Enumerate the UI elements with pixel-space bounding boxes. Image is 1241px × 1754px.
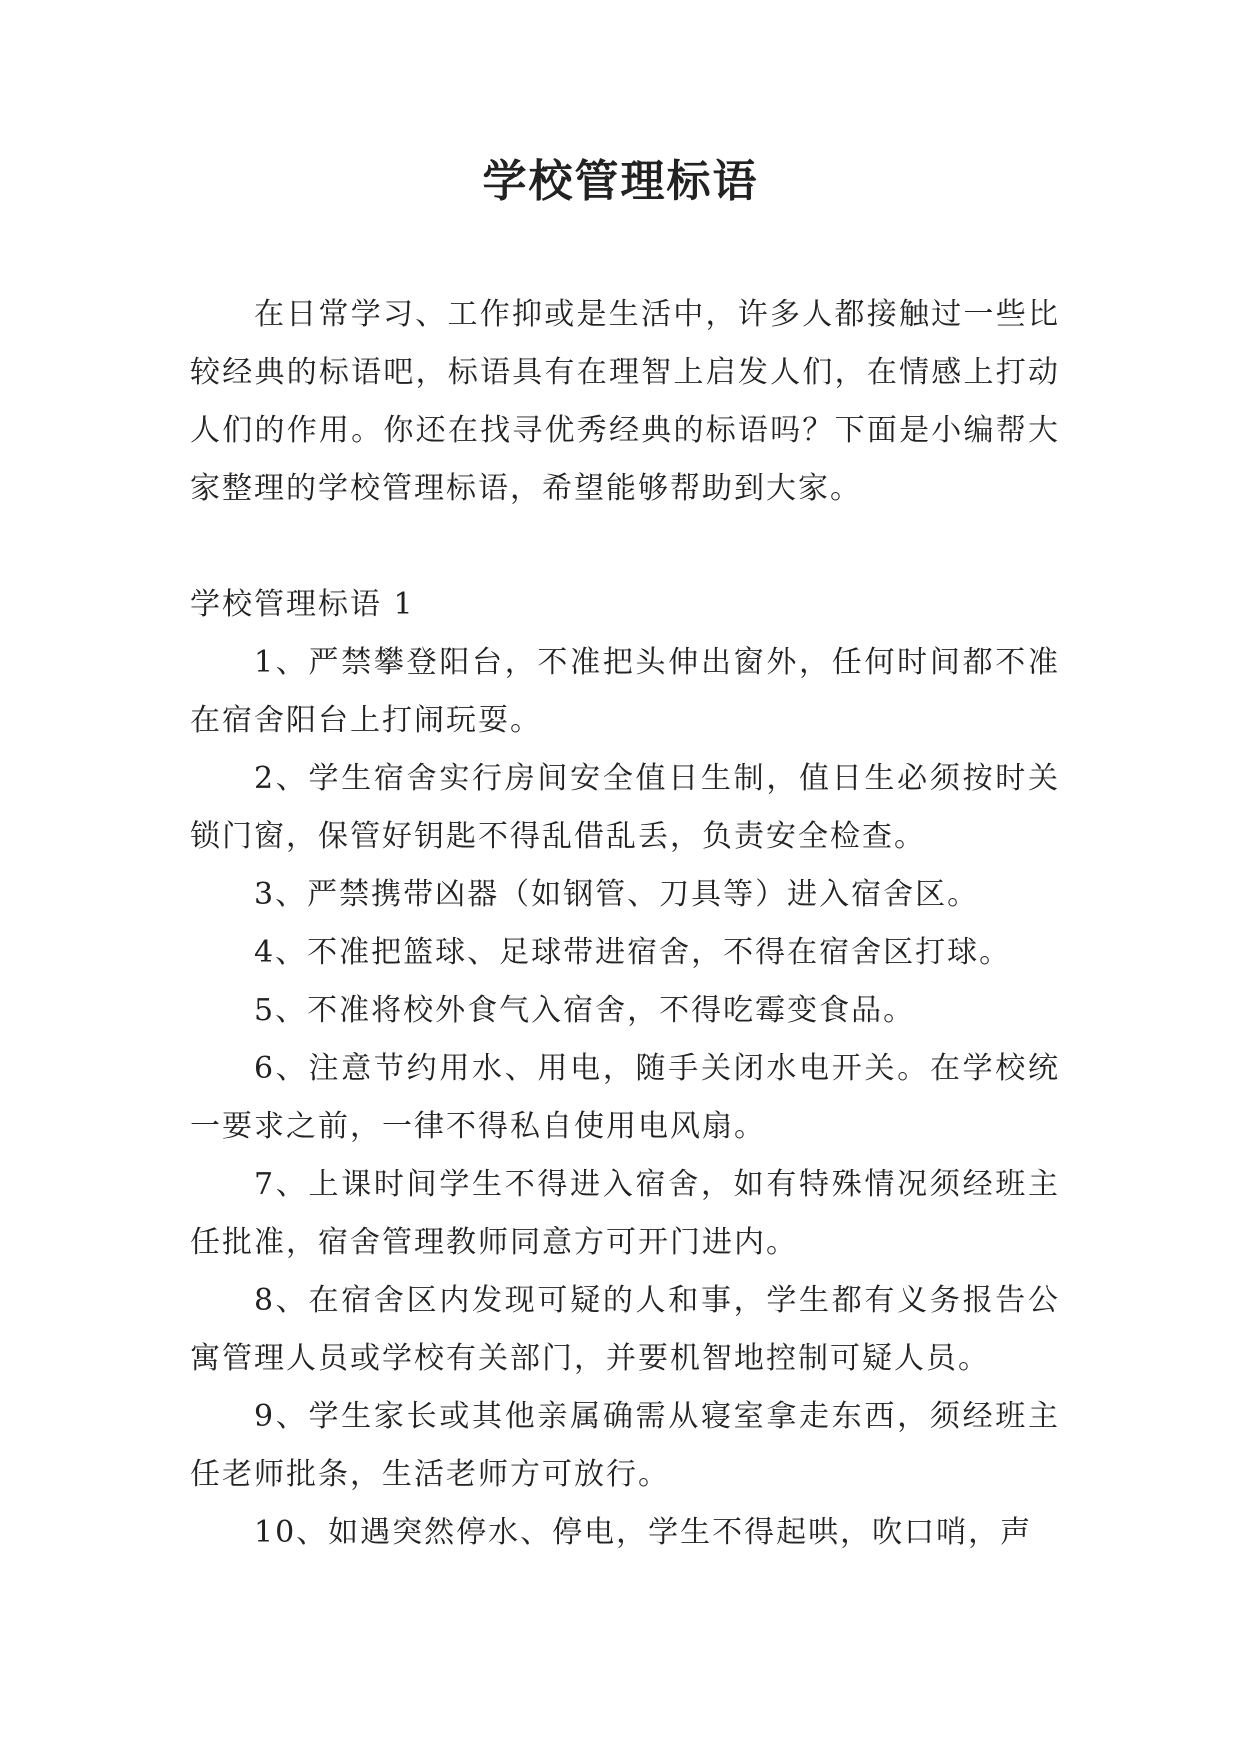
section-heading: 学校管理标语 1 bbox=[190, 587, 415, 622]
list-item: 1、严禁攀登阳台，不准把头伸出窗外，任何时间都不准在宿舍阳台上打闹玩耍。 bbox=[190, 645, 1060, 738]
list-item: 10、如遇突然停水、停电，学生不得起哄，吹口哨，声 bbox=[254, 1515, 1033, 1550]
list-item: 4、不准把篮球、足球带进宿舍，不得在宿舍区打球。 bbox=[254, 935, 1012, 970]
list-item: 3、严禁携带凶器（如钢管、刀具等）进入宿舍区。 bbox=[254, 877, 980, 912]
list-item: 8、在宿舍区内发现可疑的人和事，学生都有义务报告公寓管理人员或学校有关部门，并要机智地控制可疑人员。 bbox=[190, 1283, 1060, 1376]
slogan-list bbox=[190, 634, 1060, 1562]
list-item: 6、注意节约用水、用电，随手关闭水电开关。在学校统一要求之前，一律不得私自使用电风扇。 bbox=[190, 1051, 1060, 1144]
list-item: 9、学生家长或其他亲属确需从寝室拿走东西，须经班主任老师批条，生活老师方可放行。 bbox=[190, 1399, 1060, 1492]
list-item: 7、上课时间学生不得进入宿舍，如有特殊情况须经班主任批准，宿舍管理教师同意方可开门进内。 bbox=[190, 1167, 1060, 1260]
intro-paragraph: 在日常学习、工作抑或是生活中，许多人都接触过一些比较经典的标语吧，标语具有在理智上启发人们，在情感上打动人们的作用。你还在找寻优秀经典的标语吗？下面是小编帮大家整理的学校管理标语，希望能够帮助到大家。 bbox=[190, 297, 1060, 506]
list-item: 5、不准将校外食气入宿舍，不得吃霉变食品。 bbox=[254, 993, 916, 1028]
document-title: 学校管理标语 bbox=[482, 156, 759, 207]
list-item: 2、学生宿舍实行房间安全值日生制，值日生必须按时关锁门窗，保管好钥匙不得乱借乱丢，负责安全检查。 bbox=[190, 761, 1060, 854]
